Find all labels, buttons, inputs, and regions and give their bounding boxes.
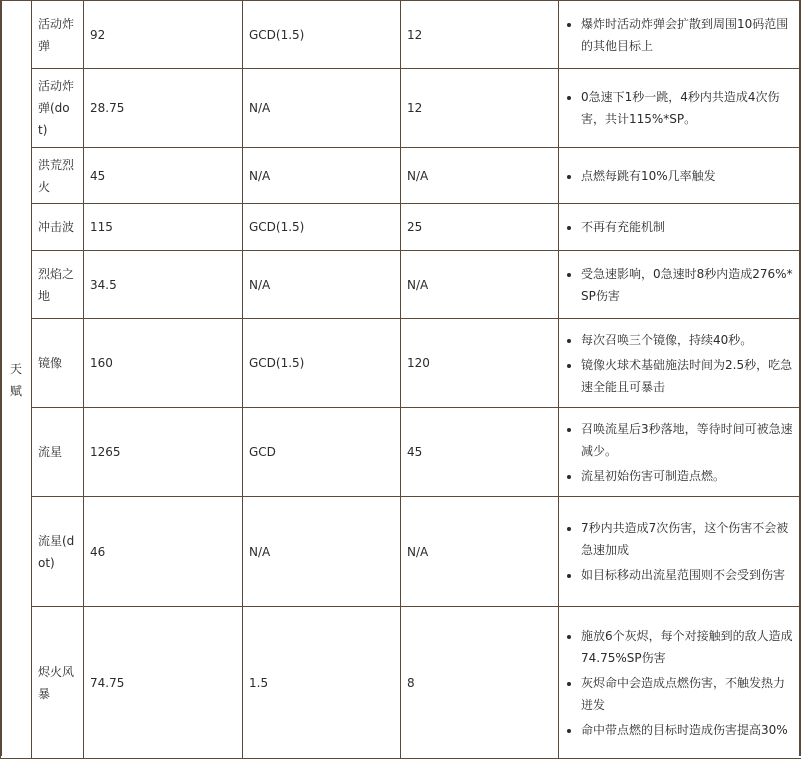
notes-cell xyxy=(559,69,801,148)
notes-list xyxy=(565,82,795,134)
notes-cell xyxy=(559,319,801,408)
damage-cell: 92 xyxy=(84,1,243,69)
notes-list xyxy=(565,161,795,191)
damage-cell: 28.75 xyxy=(84,69,243,148)
table-row xyxy=(1,408,801,497)
notes-list xyxy=(565,621,795,745)
cooldown-cell: 12 xyxy=(401,1,559,69)
notes-cell xyxy=(559,1,801,69)
spell-name-cell: 流星 xyxy=(32,408,84,497)
note-item: • 不再有充能机制 xyxy=(581,216,795,238)
cast-time-cell: N/A xyxy=(243,251,401,319)
cooldown-cell: N/A xyxy=(401,148,559,204)
table-row xyxy=(1,319,801,408)
spell-name-cell: 流星(dot) xyxy=(32,497,84,607)
cooldown-cell: 120 xyxy=(401,319,559,408)
category-cell: 天赋 xyxy=(1,1,32,759)
damage-cell: 160 xyxy=(84,319,243,408)
note-item: • 每次召唤三个镜像，持续40秒。 xyxy=(581,329,795,351)
damage-cell: 46 xyxy=(84,497,243,607)
note-item: • 召唤流星后3秒落地，等待时间可被急速减少。 xyxy=(581,418,795,462)
cast-time-cell: GCD(1.5) xyxy=(243,204,401,251)
spell-name-cell: 镜像 xyxy=(32,319,84,408)
notes-list xyxy=(565,259,795,311)
damage-cell: 45 xyxy=(84,148,243,204)
spell-name-cell: 烈焰之地 xyxy=(32,251,84,319)
notes-cell xyxy=(559,148,801,204)
cooldown-cell: N/A xyxy=(401,251,559,319)
notes-cell xyxy=(559,204,801,251)
note-item: • 受急速影响，0急速时8秒内造成276%*SP伤害 xyxy=(581,263,795,307)
note-item: • 命中带点燃的目标时造成伤害提高30% xyxy=(581,719,795,741)
note-item: • 镜像火球术基础施法时间为2.5秒，吃急速全能且可暴击 xyxy=(581,354,795,398)
table-row xyxy=(1,204,801,251)
table-row xyxy=(1,69,801,148)
note-item: • 流星初始伤害可制造点燃。 xyxy=(581,465,795,487)
notes-list xyxy=(565,9,795,61)
spell-name-cell: 活动炸弹(dot) xyxy=(32,69,84,148)
spell-name-cell: 活动炸弹 xyxy=(32,1,84,69)
cast-time-cell: GCD(1.5) xyxy=(243,319,401,408)
cooldown-cell: 25 xyxy=(401,204,559,251)
note-item: • 7秒内共造成7次伤害，这个伤害不会被急速加成 xyxy=(581,517,795,561)
note-item: • 0急速下1秒一跳，4秒内共造成4次伤害，共计115%*SP。 xyxy=(581,86,795,130)
note-item: • 点燃每跳有10%几率触发 xyxy=(581,165,795,187)
spell-name-cell: 洪荒烈火 xyxy=(32,148,84,204)
note-item: • 灰烬命中会造成点燃伤害，不触发热力迸发 xyxy=(581,672,795,716)
table-row xyxy=(1,251,801,319)
cast-time-cell: GCD(1.5) xyxy=(243,1,401,69)
notes-cell xyxy=(559,607,801,759)
note-item: • 施放6个灰烬，每个对接触到的敌人造成74.75%SP伤害 xyxy=(581,625,795,669)
table-row xyxy=(1,497,801,607)
notes-cell xyxy=(559,408,801,497)
cast-time-cell: GCD xyxy=(243,408,401,497)
cooldown-cell: 45 xyxy=(401,408,559,497)
damage-cell: 1265 xyxy=(84,408,243,497)
cooldown-cell: 8 xyxy=(401,607,559,759)
cast-time-cell: N/A xyxy=(243,69,401,148)
note-item: • 爆炸时活动炸弹会扩散到周围10码范围的其他目标上 xyxy=(581,13,795,57)
damage-cell: 115 xyxy=(84,204,243,251)
cooldown-cell: N/A xyxy=(401,497,559,607)
spell-name-cell: 烬火风暴 xyxy=(32,607,84,759)
table-row xyxy=(1,148,801,204)
damage-cell: 74.75 xyxy=(84,607,243,759)
spell-name-cell: 冲击波 xyxy=(32,204,84,251)
notes-list xyxy=(565,212,795,242)
cooldown-cell: 12 xyxy=(401,69,559,148)
notes-list xyxy=(565,325,795,402)
notes-cell xyxy=(559,497,801,607)
cast-time-cell: N/A xyxy=(243,497,401,607)
table-row xyxy=(1,607,801,759)
notes-cell xyxy=(559,251,801,319)
notes-list xyxy=(565,414,795,491)
table-row xyxy=(1,1,801,69)
cast-time-cell: N/A xyxy=(243,148,401,204)
note-item: • 如目标移动出流星范围则不会受到伤害 xyxy=(581,564,795,586)
notes-list xyxy=(565,513,795,590)
damage-cell: 34.5 xyxy=(84,251,243,319)
cast-time-cell: 1.5 xyxy=(243,607,401,759)
table-body xyxy=(1,1,801,759)
